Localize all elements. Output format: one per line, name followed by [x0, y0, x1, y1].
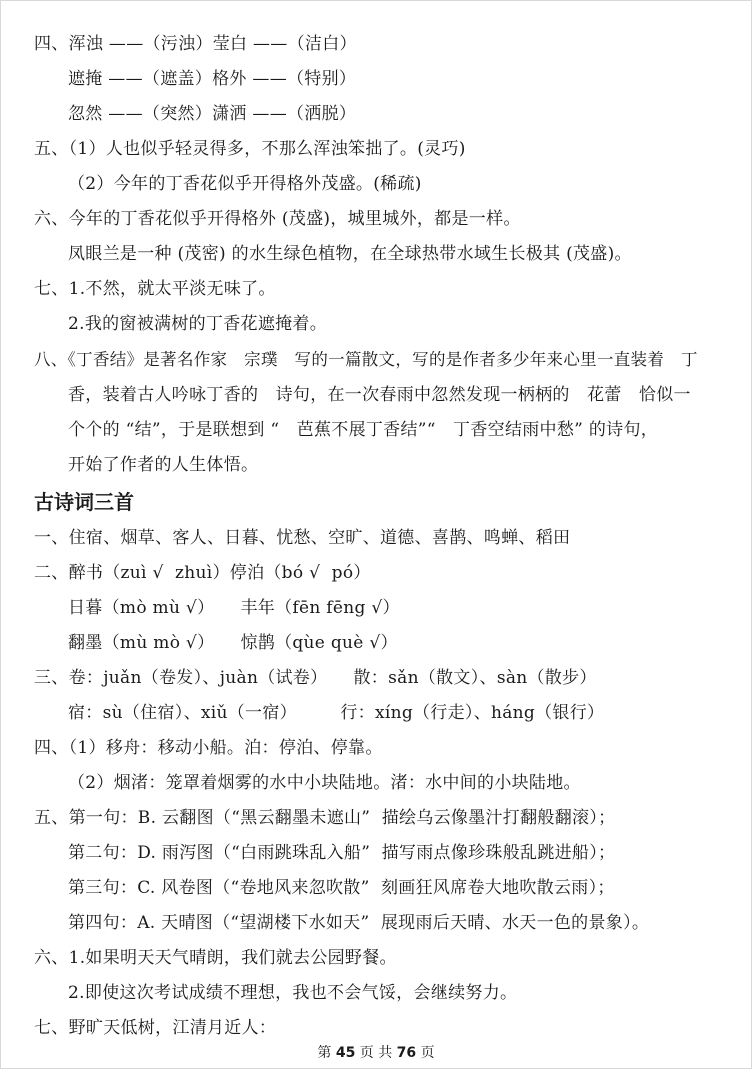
answer-line: 七、野旷天低树，江清月近人： [34, 1018, 277, 1038]
answer-line: 凤眼兰是一种 (茂密) 的水生绿色植物，在全球热带水域生长极其 (茂盛)。 [68, 244, 632, 264]
answer-line: 忽然 ——（突然）潇洒 ——（洒脱） [68, 104, 357, 124]
answer-line: 个个的 “结”，于是联想到 “ 芭蕉不展丁香结”“ 丁香空结雨中愁” 的诗句， [68, 420, 659, 440]
answer-line: 六、今年的丁香花似乎开得格外 (茂盛)，城里城外，都是一样。 [34, 209, 521, 229]
answer-line: 香，装着古人吟咏丁香的 诗句，在一次春雨中忽然发现一柄柄的 花蕾 恰似一 [68, 385, 691, 405]
answer-line: 六、1.如果明天天气晴朗，我们就去公园野餐。 [34, 948, 397, 968]
answer-line: 开始了作者的人生体悟。 [68, 455, 259, 475]
answer-line: 二、醉书（zuì √ zhuì）停泊（bó √ pó） [34, 563, 371, 583]
page-footer [0, 1044, 752, 1062]
answer-line: 日暮（mò mù √） 丰年（fēn fēng √） [68, 598, 400, 618]
section-title: 古诗词三首 [34, 490, 134, 514]
answer-line: 七、1.不然，就太平淡无味了。 [34, 279, 276, 299]
answer-line: 2.即使这次考试成绩不理想，我也不会气馁，会继续努力。 [68, 983, 518, 1003]
page-total: 76 [396, 1045, 417, 1061]
footer-middle: 页 共 [359, 1045, 393, 1061]
answer-line: 宿：sù（住宿）、xiǔ（一宿） 行：xíng（行走）、háng（银行） [68, 703, 605, 723]
answer-line: 五、（1）人也似乎轻灵得多，不那么浑浊笨拙了。(灵巧) [34, 139, 466, 159]
answer-line: 第三句：C. 风卷图（“卷地风来忽吹散” 刻画狂风席卷大地吹散云雨）； [68, 878, 615, 898]
answer-line: 第二句：D. 雨泻图（“白雨跳珠乱入船” 描写雨点像珍珠般乱跳进船）； [68, 843, 616, 863]
answer-line: 八、《丁香结》是著名作家 宗璞 写的一篇散文，写的是作者多少年来心里一直装着 丁 [34, 350, 698, 369]
footer-suffix: 页 [420, 1045, 435, 1061]
answer-line: 四、（1）移舟：移动小船。泊：停泊、停靠。 [34, 738, 383, 758]
answer-line: 四、浑浊 ——（污浊）莹白 ——（洁白） [34, 34, 357, 54]
answer-line: 三、卷：juǎn（卷发）、juàn（试卷） 散：sǎn（散文）、sàn（散步） [34, 668, 597, 688]
answer-line: 遮掩 ——（遮盖）格外 ——（特别） [68, 69, 357, 89]
answer-line: 第四句：A. 天晴图（“望湖楼下水如天” 展现雨后天晴、水天一色的景象）。 [68, 913, 650, 933]
page-number: 45 [335, 1045, 356, 1061]
answer-line: 2.我的窗被满树的丁香花遮掩着。 [68, 314, 328, 334]
answer-line: 一、住宿、烟草、客人、日暮、忧愁、空旷、道德、喜鹊、鸣蝉、稻田 [34, 528, 571, 548]
answer-line: （2）今年的丁香花似乎开得格外茂盛。(稀疏) [68, 174, 422, 194]
answer-line: 翻墨（mù mò √） 惊鹊（qùe què √） [68, 633, 398, 653]
footer-prefix: 第 [317, 1045, 332, 1061]
answer-line: （2）烟渚：笼罩着烟雾的水中小块陆地。渚：水中间的小块陆地。 [68, 773, 581, 793]
answer-line: 五、第一句：B. 云翻图（“黑云翻墨未遮山” 描绘乌云像墨汁打翻般翻滚）； [34, 808, 616, 828]
